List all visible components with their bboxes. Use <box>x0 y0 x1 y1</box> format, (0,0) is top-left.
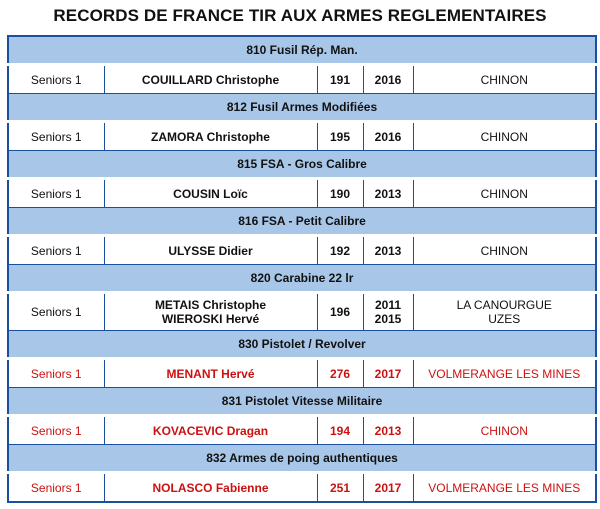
category-cell <box>8 179 104 208</box>
year-cell-line: 2015 <box>374 312 402 326</box>
place-cell-line: CHINON <box>480 423 528 438</box>
record-row <box>8 293 596 331</box>
score-cell-line: 195 <box>329 129 351 144</box>
year-cell <box>363 359 413 388</box>
year-cell-line: 2013 <box>374 423 402 438</box>
place-cell-line: CHINON <box>480 186 528 201</box>
shooter-name-cell <box>104 293 317 331</box>
place-cell-line: VOLMERANGE LES MINES <box>428 480 581 495</box>
section-heading: 832 Armes de poing authentiques <box>8 445 596 473</box>
score-cell-line: 276 <box>329 366 351 381</box>
category-cell <box>8 236 104 265</box>
shooter-name-cell-line: NOLASCO Fabienne <box>152 480 269 495</box>
section-header-row <box>8 265 596 293</box>
place-cell <box>413 179 596 208</box>
section-header-row <box>8 151 596 179</box>
year-cell-line: 2017 <box>374 480 402 495</box>
record-row <box>8 236 596 265</box>
category-cell-line: Seniors 1 <box>30 480 82 495</box>
year-cell <box>363 122 413 151</box>
shooter-name-cell <box>104 236 317 265</box>
score-cell <box>317 122 363 151</box>
score-cell <box>317 236 363 265</box>
year-cell-line: 2016 <box>374 129 402 144</box>
score-cell-line: 192 <box>329 243 351 258</box>
shooter-name-cell <box>104 416 317 445</box>
category-cell <box>8 416 104 445</box>
category-cell-line: Seniors 1 <box>30 72 82 87</box>
section-header-row <box>8 94 596 122</box>
category-cell <box>8 359 104 388</box>
score-cell-line: 190 <box>329 186 351 201</box>
record-row <box>8 473 596 503</box>
score-cell <box>317 293 363 331</box>
place-cell <box>413 416 596 445</box>
category-cell-line: Seniors 1 <box>30 423 82 438</box>
section-heading: 816 FSA - Petit Calibre <box>8 208 596 236</box>
year-cell-line: 2013 <box>374 243 402 258</box>
shooter-name-cell <box>104 122 317 151</box>
shooter-name-cell <box>104 359 317 388</box>
shooter-name-cell-line: METAIS Christophe <box>154 298 267 312</box>
category-cell <box>8 293 104 331</box>
section-heading: 830 Pistolet / Revolver <box>8 331 596 359</box>
score-cell-line: 194 <box>329 423 351 438</box>
year-cell <box>363 236 413 265</box>
section-heading: 815 FSA - Gros Calibre <box>8 151 596 179</box>
shooter-name-cell <box>104 65 317 94</box>
record-row <box>8 416 596 445</box>
page-title: RECORDS DE FRANCE TIR AUX ARMES REGLEMENTAIRES <box>53 6 547 25</box>
shooter-name-cell-line: COUSIN Loïc <box>173 186 248 201</box>
record-row <box>8 179 596 208</box>
place-cell <box>413 122 596 151</box>
score-cell <box>317 473 363 503</box>
section-heading: 831 Pistolet Vitesse Militaire <box>8 388 596 416</box>
records-table <box>7 35 597 503</box>
section-heading: 810 Fusil Rép. Man. <box>8 36 596 65</box>
place-cell <box>413 473 596 503</box>
shooter-name-cell-line: KOVACEVIC Dragan <box>152 423 269 438</box>
place-cell <box>413 359 596 388</box>
category-cell-line: Seniors 1 <box>30 305 82 319</box>
shooter-name-cell-line: ZAMORA Christophe <box>151 129 270 144</box>
shooter-name-cell-line: WIEROSKI Hervé <box>161 312 260 326</box>
category-cell-line: Seniors 1 <box>30 243 82 258</box>
record-row <box>8 122 596 151</box>
shooter-name-cell <box>104 179 317 208</box>
score-cell-line: 251 <box>329 480 351 495</box>
shooter-name-cell-line: ULYSSE Didier <box>168 243 253 258</box>
place-cell <box>413 293 596 331</box>
year-cell-line: 2016 <box>374 72 402 87</box>
year-cell <box>363 179 413 208</box>
record-row <box>8 359 596 388</box>
section-header-row <box>8 208 596 236</box>
score-cell <box>317 416 363 445</box>
score-cell <box>317 359 363 388</box>
place-cell-line: CHINON <box>480 72 528 87</box>
section-heading: 812 Fusil Armes Modifiées <box>8 94 596 122</box>
shooter-name-cell-line: MENANT Hervé <box>166 366 255 381</box>
section-header-row <box>8 331 596 359</box>
category-cell <box>8 65 104 94</box>
category-cell-line: Seniors 1 <box>30 186 82 201</box>
section-header-row <box>8 36 596 65</box>
year-cell <box>363 473 413 503</box>
year-cell <box>363 293 413 331</box>
place-cell-line: VOLMERANGE LES MINES <box>428 366 581 381</box>
place-cell-line: CHINON <box>480 243 528 258</box>
category-cell <box>8 473 104 503</box>
category-cell-line: Seniors 1 <box>30 129 82 144</box>
shooter-name-cell <box>104 473 317 503</box>
year-cell-line: 2011 <box>374 298 402 312</box>
year-cell-line: 2013 <box>374 186 402 201</box>
place-cell-line: CHINON <box>480 129 528 144</box>
category-cell <box>8 122 104 151</box>
section-header-row <box>8 388 596 416</box>
section-header-row <box>8 445 596 473</box>
place-cell-line: UZES <box>488 312 521 326</box>
category-cell-line: Seniors 1 <box>30 366 82 381</box>
score-cell <box>317 65 363 94</box>
place-cell-line: LA CANOURGUE <box>456 298 552 312</box>
score-cell <box>317 179 363 208</box>
shooter-name-cell-line: COUILLARD Christophe <box>141 72 280 87</box>
section-heading: 820 Carabine 22 lr <box>8 265 596 293</box>
score-cell-line: 196 <box>329 305 351 319</box>
score-cell-line: 191 <box>329 72 351 87</box>
year-cell <box>363 65 413 94</box>
place-cell <box>413 65 596 94</box>
record-row <box>8 65 596 94</box>
year-cell <box>363 416 413 445</box>
year-cell-line: 2017 <box>374 366 402 381</box>
place-cell <box>413 236 596 265</box>
